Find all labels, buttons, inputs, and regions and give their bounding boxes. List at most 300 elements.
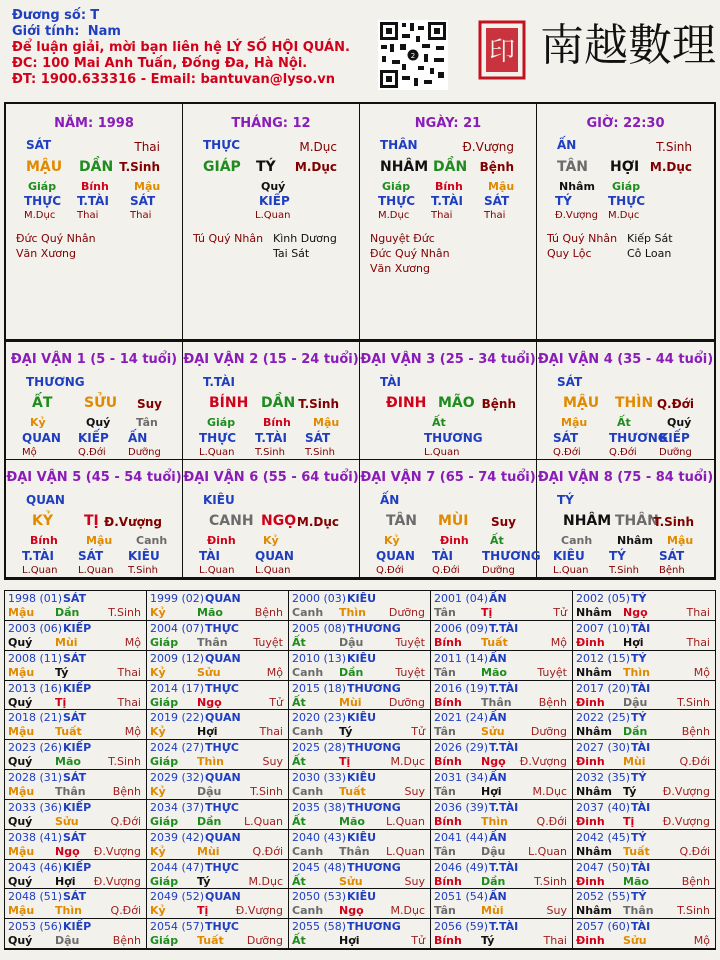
header-info xyxy=(12,8,372,88)
year-cell xyxy=(147,710,289,740)
year-branch: Dậu xyxy=(55,934,80,948)
gioi-tinh-row: Giới tính: Nam xyxy=(12,24,121,39)
hidden-stage: T.Sinh xyxy=(255,447,285,458)
year-god: SÁT xyxy=(63,890,87,904)
year-label: 2037 (40) xyxy=(576,800,631,814)
lyso-logo-icon xyxy=(478,12,718,82)
growth-phase: M.Dục xyxy=(294,160,337,174)
year-cell xyxy=(573,770,715,800)
star-top: T.Sinh xyxy=(656,140,692,154)
year-phase: Q.Đới xyxy=(252,844,283,858)
hidden-god: SÁT xyxy=(130,194,156,208)
year-label: 2045 (48) xyxy=(292,860,347,874)
year-phase: Đ.Vượng xyxy=(519,755,567,769)
hidden-stem: Kỷ xyxy=(384,534,400,547)
year-branch: Thìn xyxy=(55,904,82,918)
year-cell xyxy=(5,919,147,949)
year-god: QUAN xyxy=(205,890,241,904)
year-branch: Hợi xyxy=(623,635,644,649)
year-god: TÝ xyxy=(631,711,647,725)
hidden-stem: Canh xyxy=(561,534,593,547)
year-stem: Canh xyxy=(292,725,324,739)
year-god: TÀI xyxy=(631,681,651,695)
dai-van-grid xyxy=(4,340,716,580)
year-cell xyxy=(5,651,147,681)
year-god: THỰC xyxy=(205,920,239,934)
year-stem: Tân xyxy=(434,904,456,918)
dai-van-title: ĐẠI VẬN 6 (55 - 64 tuổi) xyxy=(183,470,359,485)
year-god: KIẾP xyxy=(63,800,92,814)
year-phase: L.Quan xyxy=(386,814,425,828)
star-left: Quy Lộc xyxy=(547,247,592,260)
year-cell xyxy=(431,740,573,770)
year-cell xyxy=(573,710,715,740)
year-cell xyxy=(147,830,289,860)
year-label: 2047 (50) xyxy=(576,860,631,874)
year-phase: Thai xyxy=(543,934,567,948)
hidden-god: ẤN xyxy=(128,431,148,445)
year-god: ẤN xyxy=(489,711,507,725)
year-stem: Nhâm xyxy=(576,606,612,619)
hidden-god: THƯƠNG xyxy=(424,431,483,445)
year-stem: Kỷ xyxy=(150,904,166,918)
year-phase: Bệnh xyxy=(681,874,710,888)
year-branch: Hợi xyxy=(481,785,502,798)
year-phase: Bệnh xyxy=(538,695,567,709)
hidden-stage: Q.Đới xyxy=(553,447,581,458)
year-god: KIÊU xyxy=(347,651,377,665)
god-top: SÁT xyxy=(26,138,52,152)
year-stem: Mậu xyxy=(8,904,35,918)
year-branch: Tuất xyxy=(339,785,366,798)
year-phase: Mộ xyxy=(550,635,567,649)
year-phase: Q.Đới xyxy=(110,904,141,918)
year-label: 2030 (33) xyxy=(292,771,347,784)
year-god: THỰC xyxy=(205,860,239,874)
hidden-stem: Bính xyxy=(81,180,109,193)
year-god: T.TÀI xyxy=(489,741,519,755)
earthly-branch: DẦN xyxy=(433,159,468,175)
hidden-stem: Bính xyxy=(30,534,58,547)
god-top: KIÊU xyxy=(203,493,235,507)
year-label: 2042 (45) xyxy=(576,830,631,844)
year-god: QUAN xyxy=(205,771,241,784)
year-stem: Nhâm xyxy=(576,904,612,918)
year-label: 2035 (38) xyxy=(292,800,347,814)
year-god: SÁT xyxy=(63,771,87,784)
year-god: ẤN xyxy=(489,592,507,605)
year-god: ẤN xyxy=(489,651,507,665)
year-cell xyxy=(147,800,289,830)
earthly-branch: MÙI xyxy=(438,513,469,529)
year-stem: Bính xyxy=(434,874,462,888)
heavenly-stem: CANH xyxy=(209,513,254,529)
star-left: Văn Xương xyxy=(16,247,76,260)
year-stem: Ất xyxy=(292,695,306,709)
hidden-stage: L.Quan xyxy=(255,565,291,576)
year-branch: Mùi xyxy=(481,904,504,918)
year-cell xyxy=(5,591,147,621)
pillar-title: NGÀY: 21 xyxy=(414,116,482,131)
year-stem: Kỷ xyxy=(150,665,166,679)
earthly-branch: SỬU xyxy=(84,395,118,411)
hidden-stem: Quý xyxy=(86,416,111,429)
god-top: ẤN xyxy=(557,138,577,152)
hidden-god: KIẾP xyxy=(659,431,690,445)
year-cell xyxy=(573,681,715,711)
year-stem: Giáp xyxy=(150,814,179,828)
hidden-stem: Đinh xyxy=(440,534,469,547)
year-label: 2020 (23) xyxy=(292,711,347,725)
hidden-stage: Thai xyxy=(130,210,152,221)
year-stem: Bính xyxy=(434,934,462,948)
year-stem: Ất xyxy=(292,814,306,828)
year-label: 2009 (12) xyxy=(150,651,205,665)
dai-van-title: ĐẠI VẬN 1 (5 - 14 tuổi) xyxy=(10,352,178,367)
hidden-god: QUAN xyxy=(22,431,61,445)
year-phase: Tử xyxy=(269,695,283,709)
hidden-stage: L.Quan xyxy=(199,447,235,458)
year-label: 2050 (53) xyxy=(292,890,347,904)
dai-van-7 xyxy=(360,460,541,578)
year-phase: T.Sinh xyxy=(677,695,710,709)
year-branch: Thân xyxy=(623,904,654,918)
year-label: 2029 (32) xyxy=(150,771,205,784)
year-stem: Tân xyxy=(434,665,456,679)
year-phase: T.Sinh xyxy=(108,606,141,619)
year-label: 2038 (41) xyxy=(8,830,63,844)
year-god: KIẾP xyxy=(63,681,92,695)
year-phase: Thai xyxy=(117,665,141,679)
year-cell xyxy=(573,830,715,860)
year-cell xyxy=(289,621,431,651)
year-stem: Giáp xyxy=(150,874,179,888)
year-phase: Thai xyxy=(686,606,710,619)
year-cell xyxy=(431,651,573,681)
year-cell xyxy=(573,621,715,651)
year-stem: Ất xyxy=(292,874,306,888)
year-label: 2005 (08) xyxy=(292,621,347,635)
star-right: Cô Loan xyxy=(627,247,672,260)
year-cell xyxy=(5,710,147,740)
year-label: 2041 (44) xyxy=(434,830,489,844)
hidden-stage: Dưỡng xyxy=(128,447,161,458)
hidden-stage: Đ.Vượng xyxy=(555,210,598,221)
hidden-god: TÀI xyxy=(199,549,221,563)
year-branch: Dần xyxy=(623,725,648,739)
year-branch: Tý xyxy=(623,785,637,798)
year-branch: Thân xyxy=(481,695,512,709)
year-cell xyxy=(5,681,147,711)
year-stem: Đinh xyxy=(576,755,605,769)
pillar-title: THÁNG: 12 xyxy=(231,116,311,131)
year-branch: Dậu xyxy=(481,844,506,858)
year-phase: Dưỡng xyxy=(388,695,425,709)
annual-luck-table xyxy=(4,590,716,950)
year-label: 2019 (22) xyxy=(150,711,205,725)
year-cell xyxy=(5,889,147,919)
year-cell xyxy=(147,591,289,621)
hidden-god: SÁT xyxy=(659,549,685,563)
hidden-stem: Bính xyxy=(435,180,463,193)
year-branch: Tuất xyxy=(623,844,650,858)
year-god: KIẾP xyxy=(63,860,92,874)
year-god: THƯƠNG xyxy=(347,621,401,635)
heavenly-stem: MẬU xyxy=(563,395,600,411)
year-label: 2049 (52) xyxy=(150,890,205,904)
year-stem: Kỷ xyxy=(150,844,166,858)
year-phase: Tử xyxy=(411,725,425,739)
year-phase: Thai xyxy=(117,695,141,709)
year-stem: Kỷ xyxy=(150,606,166,619)
growth-phase: Đ.Vượng xyxy=(104,515,162,529)
year-cell xyxy=(573,651,715,681)
dai-van-title: ĐẠI VẬN 8 (75 - 84 tuổi) xyxy=(537,470,714,485)
star-left: Đức Quý Nhân xyxy=(370,247,450,260)
year-branch: Dần xyxy=(55,606,80,619)
year-phase: Thai xyxy=(686,635,710,649)
year-stem: Kỷ xyxy=(150,725,166,739)
year-god: TÝ xyxy=(631,830,647,844)
year-label: 2026 (29) xyxy=(434,741,489,755)
growth-phase: M.Dục xyxy=(296,515,339,529)
year-stem: Đinh xyxy=(576,635,605,649)
year-label: 2057 (60) xyxy=(576,920,631,934)
year-label: 2021 (24) xyxy=(434,711,489,725)
year-branch: Tý xyxy=(55,665,69,679)
year-god: SÁT xyxy=(63,830,87,844)
hidden-stage: L.Quan xyxy=(78,565,114,576)
year-branch: Tị xyxy=(481,606,493,619)
hidden-stem: Quý xyxy=(261,180,286,193)
hidden-stem: Kỷ xyxy=(30,416,46,429)
star-left: Đức Quý Nhân xyxy=(16,232,96,245)
year-branch: Thìn xyxy=(623,665,650,679)
year-stem: Giáp xyxy=(150,695,179,709)
year-branch: Tị xyxy=(197,904,209,918)
hidden-stage: L.Quan xyxy=(424,447,460,458)
year-label: 2056 (59) xyxy=(434,920,489,934)
contact-line-1: Để luận giải, mời bạn liên hệ LÝ SỐ HỘI QUÁN. xyxy=(12,40,350,55)
hidden-stem: Giáp xyxy=(382,180,411,193)
year-branch: Tị xyxy=(339,755,351,769)
earthly-branch: MÃO xyxy=(438,395,475,411)
star-left: Tú Quý Nhân xyxy=(547,232,618,245)
dai-van-2 xyxy=(183,342,360,460)
year-cell xyxy=(431,830,573,860)
year-label: 2007 (10) xyxy=(576,621,631,635)
year-cell xyxy=(289,860,431,890)
year-label: 2008 (11) xyxy=(8,651,63,665)
hidden-stem: Ất xyxy=(432,416,446,429)
year-branch: Tuất xyxy=(55,725,82,739)
year-phase: Mộ xyxy=(124,635,141,649)
year-label: 2001 (04) xyxy=(434,592,489,605)
hidden-god: TÝ xyxy=(609,549,626,563)
dai-van-8 xyxy=(537,460,714,578)
year-label: 2044 (47) xyxy=(150,860,205,874)
year-god: TÀI xyxy=(631,800,651,814)
heavenly-stem: NHÂM xyxy=(563,513,612,529)
hidden-stage: L.Quan xyxy=(22,565,58,576)
year-label: 2002 (05) xyxy=(576,592,631,605)
hidden-god: THƯƠNG xyxy=(482,549,541,563)
hidden-stage: Dưỡng xyxy=(482,565,515,576)
year-stem: Bính xyxy=(434,635,462,649)
year-stem: Quý xyxy=(8,695,33,709)
hidden-stem: Ất xyxy=(617,416,631,429)
year-branch: Mão xyxy=(197,606,223,619)
year-stem: Bính xyxy=(434,814,462,828)
year-cell xyxy=(431,770,573,800)
year-stem: Bính xyxy=(434,755,462,769)
year-stem: Canh xyxy=(292,665,324,679)
year-branch: Mùi xyxy=(55,635,78,649)
year-stem: Canh xyxy=(292,785,324,798)
year-god: T.TÀI xyxy=(489,860,519,874)
pillar-4 xyxy=(537,104,714,340)
year-cell xyxy=(147,621,289,651)
year-stem: Đinh xyxy=(576,934,605,948)
hidden-stem: Quý xyxy=(667,416,692,429)
year-branch: Tý xyxy=(339,725,353,739)
hidden-god: QUAN xyxy=(376,549,415,563)
pillar-3 xyxy=(360,104,537,340)
year-label: 2053 (56) xyxy=(8,920,63,934)
year-god: TÀI xyxy=(631,860,651,874)
year-stem: Giáp xyxy=(150,755,179,769)
hidden-god: TÝ xyxy=(555,194,572,208)
year-branch: Hợi xyxy=(197,725,218,739)
hidden-stage: Thai xyxy=(484,210,506,221)
year-stem: Giáp xyxy=(150,934,179,948)
god-top: THƯƠNG xyxy=(26,375,85,389)
year-phase: Đ.Vượng xyxy=(662,814,710,828)
year-cell xyxy=(431,889,573,919)
god-top: QUAN xyxy=(26,493,65,507)
year-phase: Tử xyxy=(411,934,425,948)
hidden-stem: Tân xyxy=(136,416,158,429)
growth-phase: T.Sinh xyxy=(119,160,160,174)
earthly-branch: TỊ xyxy=(84,513,99,529)
year-god: KIÊU xyxy=(347,771,377,784)
heavenly-stem: TÂN xyxy=(386,513,418,529)
year-cell xyxy=(431,710,573,740)
year-cell xyxy=(5,770,147,800)
hidden-god: THỰC xyxy=(199,431,237,445)
year-stem: Nhâm xyxy=(576,785,612,798)
year-label: 2017 (20) xyxy=(576,681,631,695)
hidden-stem: Đinh xyxy=(207,534,236,547)
year-god: KIÊU xyxy=(347,890,377,904)
hidden-god: KIÊU xyxy=(553,549,585,563)
star-top: Thai xyxy=(134,140,160,154)
year-cell xyxy=(573,889,715,919)
year-label: 2010 (13) xyxy=(292,651,347,665)
hidden-stage: Q.Đới xyxy=(78,447,106,458)
qr-code-icon xyxy=(378,20,448,90)
hidden-god: TÀI xyxy=(432,549,454,563)
hidden-god: T.TÀI xyxy=(22,549,54,563)
year-phase: Đ.Vượng xyxy=(662,785,710,798)
star-left: Tú Quý Nhân xyxy=(193,232,264,245)
year-god: TÝ xyxy=(631,890,647,904)
year-stem: Quý xyxy=(8,814,33,828)
dai-van-title: ĐẠI VẬN 7 (65 - 74 tuổi) xyxy=(360,470,536,485)
year-god: SÁT xyxy=(63,651,87,665)
year-god: KIẾP xyxy=(63,920,92,934)
star-right: Kình Dương xyxy=(273,232,337,245)
year-phase: L.Quan xyxy=(244,814,283,828)
year-phase: Suy xyxy=(404,874,425,888)
hidden-stage: Q.Đới xyxy=(376,565,404,576)
year-cell xyxy=(289,800,431,830)
year-cell xyxy=(289,591,431,621)
year-branch: Tuất xyxy=(481,635,508,649)
hidden-stage: Q.Đới xyxy=(609,447,637,458)
hidden-stage: M.Dục xyxy=(608,210,640,221)
pillar-title: GIỜ: 22:30 xyxy=(586,116,665,131)
year-branch: Thìn xyxy=(197,755,224,769)
year-god: KIÊU xyxy=(347,711,377,725)
pillar-1 xyxy=(6,104,183,340)
year-branch: Dậu xyxy=(623,695,648,709)
hidden-stem: Canh xyxy=(136,534,168,547)
year-god: QUAN xyxy=(205,651,241,665)
year-cell xyxy=(573,800,715,830)
year-phase: Q.Đới xyxy=(536,814,567,828)
year-cell xyxy=(289,651,431,681)
hidden-stage: Q.Đới xyxy=(432,565,460,576)
year-label: 2015 (18) xyxy=(292,681,347,695)
year-label: 1998 (01) xyxy=(8,592,63,605)
year-branch: Ngọ xyxy=(481,755,506,769)
dai-van-3 xyxy=(360,342,537,460)
heavenly-stem: ĐINH xyxy=(386,395,427,411)
year-label: 2043 (46) xyxy=(8,860,63,874)
year-branch: Dần xyxy=(197,814,222,828)
year-label: 2011 (14) xyxy=(434,651,489,665)
dai-van-1 xyxy=(6,342,183,460)
year-branch: Ngọ xyxy=(55,844,80,858)
contact-line-3: ĐT: 1900.633316 - Email: bantuvan@lyso.vn xyxy=(12,72,336,87)
year-branch: Ngọ xyxy=(339,904,364,918)
year-cell xyxy=(431,591,573,621)
year-branch: Sửu xyxy=(623,934,647,948)
star-left: Văn Xương xyxy=(370,262,430,275)
year-cell xyxy=(147,740,289,770)
heavenly-stem: TÂN xyxy=(557,159,589,175)
year-god: T.TÀI xyxy=(489,681,519,695)
year-branch: Hợi xyxy=(55,874,76,888)
year-stem: Tân xyxy=(434,844,456,858)
earthly-branch: DẦN xyxy=(261,395,296,411)
earthly-branch: DẦN xyxy=(79,159,114,175)
year-label: 2033 (36) xyxy=(8,800,63,814)
hidden-god: QUAN xyxy=(255,549,294,563)
pillar-2 xyxy=(183,104,360,340)
hidden-stage: L.Quan xyxy=(199,565,235,576)
year-cell xyxy=(431,860,573,890)
year-god: TÝ xyxy=(631,771,647,784)
year-cell xyxy=(573,740,715,770)
hidden-god: T.TÀI xyxy=(431,194,463,208)
year-cell xyxy=(431,621,573,651)
year-label: 2004 (07) xyxy=(150,621,205,635)
hidden-god: THỰC xyxy=(24,194,62,208)
hidden-god: SÁT xyxy=(553,431,579,445)
year-branch: Tuất xyxy=(197,934,224,948)
